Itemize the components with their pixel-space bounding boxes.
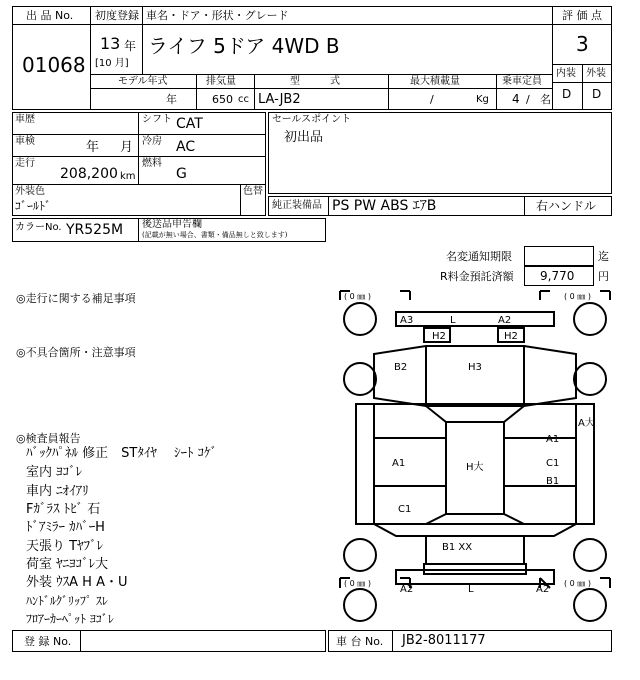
inspector-line: ﾊﾝﾄﾞﾙｸﾞﾘｯﾌﾟ ｽﾚ (26, 594, 108, 608)
divider (254, 74, 255, 110)
mileage-unit: km (120, 171, 136, 182)
exterior-color: ｺﾞｰﾙﾄﾞ (15, 199, 52, 213)
tire-depth-rear-right: ( 0 ㎜ ) (564, 579, 591, 588)
aircon-value: AC (176, 139, 196, 155)
capacity-unit: Kg (476, 94, 489, 105)
chassis-label: 車 台 No. (336, 635, 384, 648)
mileage-label: 走行 (15, 158, 35, 169)
color-change-label: 色替 (243, 186, 263, 197)
damage-mark: A2 (536, 584, 550, 595)
divider (12, 156, 266, 157)
damage-mark: A1 (546, 434, 560, 445)
divider (90, 6, 91, 110)
divider (524, 196, 525, 216)
divider (80, 630, 81, 652)
chassis-number: JB2-8011177 (402, 633, 486, 648)
inspector-report-title: ◎検査員報告 (16, 432, 81, 445)
damage-mark: B2 (394, 362, 408, 373)
color-no-label: カラーNo. (15, 222, 62, 233)
fuel-label: 燃料 (142, 158, 162, 169)
registration-label: 登 録 No. (24, 635, 72, 648)
divider (90, 24, 552, 25)
car-damage-diagram (338, 288, 612, 628)
damage-mark: A3 (400, 315, 414, 326)
damage-mark: B1 XX (442, 542, 473, 553)
divider (196, 74, 197, 110)
grade-label: 評 価 点 (562, 9, 602, 22)
recycle-fee-label: R料金預託済額 (440, 270, 514, 283)
divider (388, 74, 389, 110)
divider (496, 74, 497, 110)
seats-value: 4 (512, 92, 520, 106)
divider (138, 112, 139, 184)
steering-value: 右ハンドル (536, 199, 597, 213)
divider (90, 74, 552, 75)
damage-mark: A1 (392, 458, 406, 469)
inspector-line: ﾄﾞｱﾐﾗｰ ｶﾊﾞｰH (26, 520, 105, 535)
grade-score: 3 (576, 32, 589, 56)
damage-mark: H大 (466, 462, 484, 473)
model-code: LA-JB2 (258, 92, 301, 107)
sales-point-text: 初出品 (284, 130, 324, 145)
divider (582, 64, 583, 110)
seats-separator: / (526, 93, 530, 106)
damage-mark: A2 (400, 584, 414, 595)
mileage-value: 208,200 (60, 166, 118, 182)
inspector-line: 室内 ﾖｺﾞﾚ (26, 465, 83, 480)
divider (552, 64, 612, 65)
defects-title: ◎不具合箇所・注意事項 (16, 346, 136, 359)
inspector-line: Fｶﾞﾗｽ ﾄﾋﾞ 石 (26, 502, 101, 517)
displacement-unit: cc (238, 94, 249, 105)
damage-mark: C1 (546, 458, 560, 469)
divider (240, 184, 241, 216)
damage-mark: L (450, 315, 456, 326)
inspection-year: 年 (86, 140, 100, 155)
lot-label: 出 品 No. (26, 9, 74, 22)
exterior-label: 外装 (586, 68, 606, 79)
equipment-value: PS PW ABS ｴｱB (332, 198, 437, 214)
name-change-deadline-suffix: 迄 (598, 250, 609, 263)
shift-value: CAT (176, 116, 203, 132)
inspection-label: 車検 (15, 136, 35, 147)
name-change-deadline-label: 名変通知期限 (446, 250, 512, 263)
inspector-line: 天張り Tﾔﾌﾞﾚ (26, 539, 104, 554)
tire-depth-front-left: ( 0 ㎜ ) (344, 292, 371, 301)
damage-mark: A2 (498, 315, 512, 326)
exterior-score: D (592, 87, 602, 101)
divider (142, 6, 143, 74)
damage-mark: A大 (578, 418, 595, 429)
model-code-label: 型 式 (290, 76, 340, 87)
capacity-slash: / (430, 93, 434, 106)
seats-unit: 名 (540, 93, 551, 106)
running-notes-title: ◎走行に関する補足事項 (16, 292, 136, 305)
model-year-label: モデル年式 (118, 76, 168, 87)
inspector-line: 車内 ﾆｵｲｱﾘ (26, 484, 89, 499)
divider (392, 630, 393, 652)
shift-label: シフト (142, 114, 172, 125)
divider (552, 6, 553, 110)
damage-mark: L (468, 584, 474, 595)
first-reg-label: 初度登録 (95, 9, 139, 22)
inspector-line: ﾊﾞｯｸﾊﾟﾈﾙ 修正 STﾀｲﾔ ｼｰﾄ ｺｹﾞ (26, 446, 218, 461)
equipment-label: 純正装備品 (272, 200, 322, 211)
divider (12, 134, 266, 135)
divider (12, 24, 90, 25)
damage-mark: H2 (432, 331, 446, 342)
aftermarket-note: (記載が無い場合、書類・備品無しと致します) (142, 231, 288, 239)
damage-mark: C1 (398, 504, 412, 515)
seats-label: 乗車定員 (502, 76, 542, 87)
tire-depth-front-right: ( 0 ㎜ ) (564, 292, 591, 301)
divider (552, 82, 612, 83)
inspection-month: 月 (120, 140, 134, 155)
damage-mark: B1 (546, 476, 560, 487)
tire-depth-rear-left: ( 0 ㎜ ) (344, 579, 371, 588)
first-reg-year-unit: 年 (124, 39, 137, 53)
interior-score: D (562, 87, 572, 101)
name-change-deadline-box (524, 246, 594, 266)
car-name-label: 車名・ドア・形状・グレード (146, 9, 289, 22)
inspector-line: 荷室 ﾔﾆﾖｺﾞﾚ大 (26, 557, 109, 572)
lot-number: 01068 (22, 53, 86, 77)
exterior-color-label: 外装色 (15, 186, 45, 197)
first-reg-year: 13 (100, 34, 121, 53)
first-reg-month: [10 月] (95, 58, 129, 69)
car-name: ライフ 5ドア 4WD B (148, 34, 340, 58)
inspector-line: ﾌﾛｱｰｶｰﾍﾟｯﾄ ﾖｺﾞﾚ (26, 612, 114, 626)
recycle-fee-unit: 円 (598, 270, 609, 283)
color-no-value: YR525M (66, 222, 124, 238)
displacement-value: 650 (212, 93, 233, 106)
fuel-value: G (176, 166, 187, 182)
sales-point-label: セールスポイント (272, 114, 352, 125)
history-label: 車歴 (15, 114, 35, 125)
divider (328, 196, 329, 216)
model-year-unit: 年 (166, 93, 177, 106)
divider (12, 184, 266, 185)
displacement-label: 排気量 (206, 76, 236, 87)
damage-mark: H2 (504, 331, 518, 342)
divider (138, 218, 139, 242)
aircon-label: 冷房 (142, 136, 162, 147)
recycle-fee-value: 9,770 (540, 269, 575, 283)
interior-label: 内装 (556, 68, 576, 79)
divider (552, 24, 612, 25)
capacity-label: 最大積載量 (410, 76, 460, 87)
inspector-line: 外装 ｳｽA H A・U (26, 575, 128, 590)
divider (90, 88, 552, 89)
aftermarket-label: 後送品申告欄 (142, 219, 202, 230)
damage-mark: H3 (468, 362, 482, 373)
